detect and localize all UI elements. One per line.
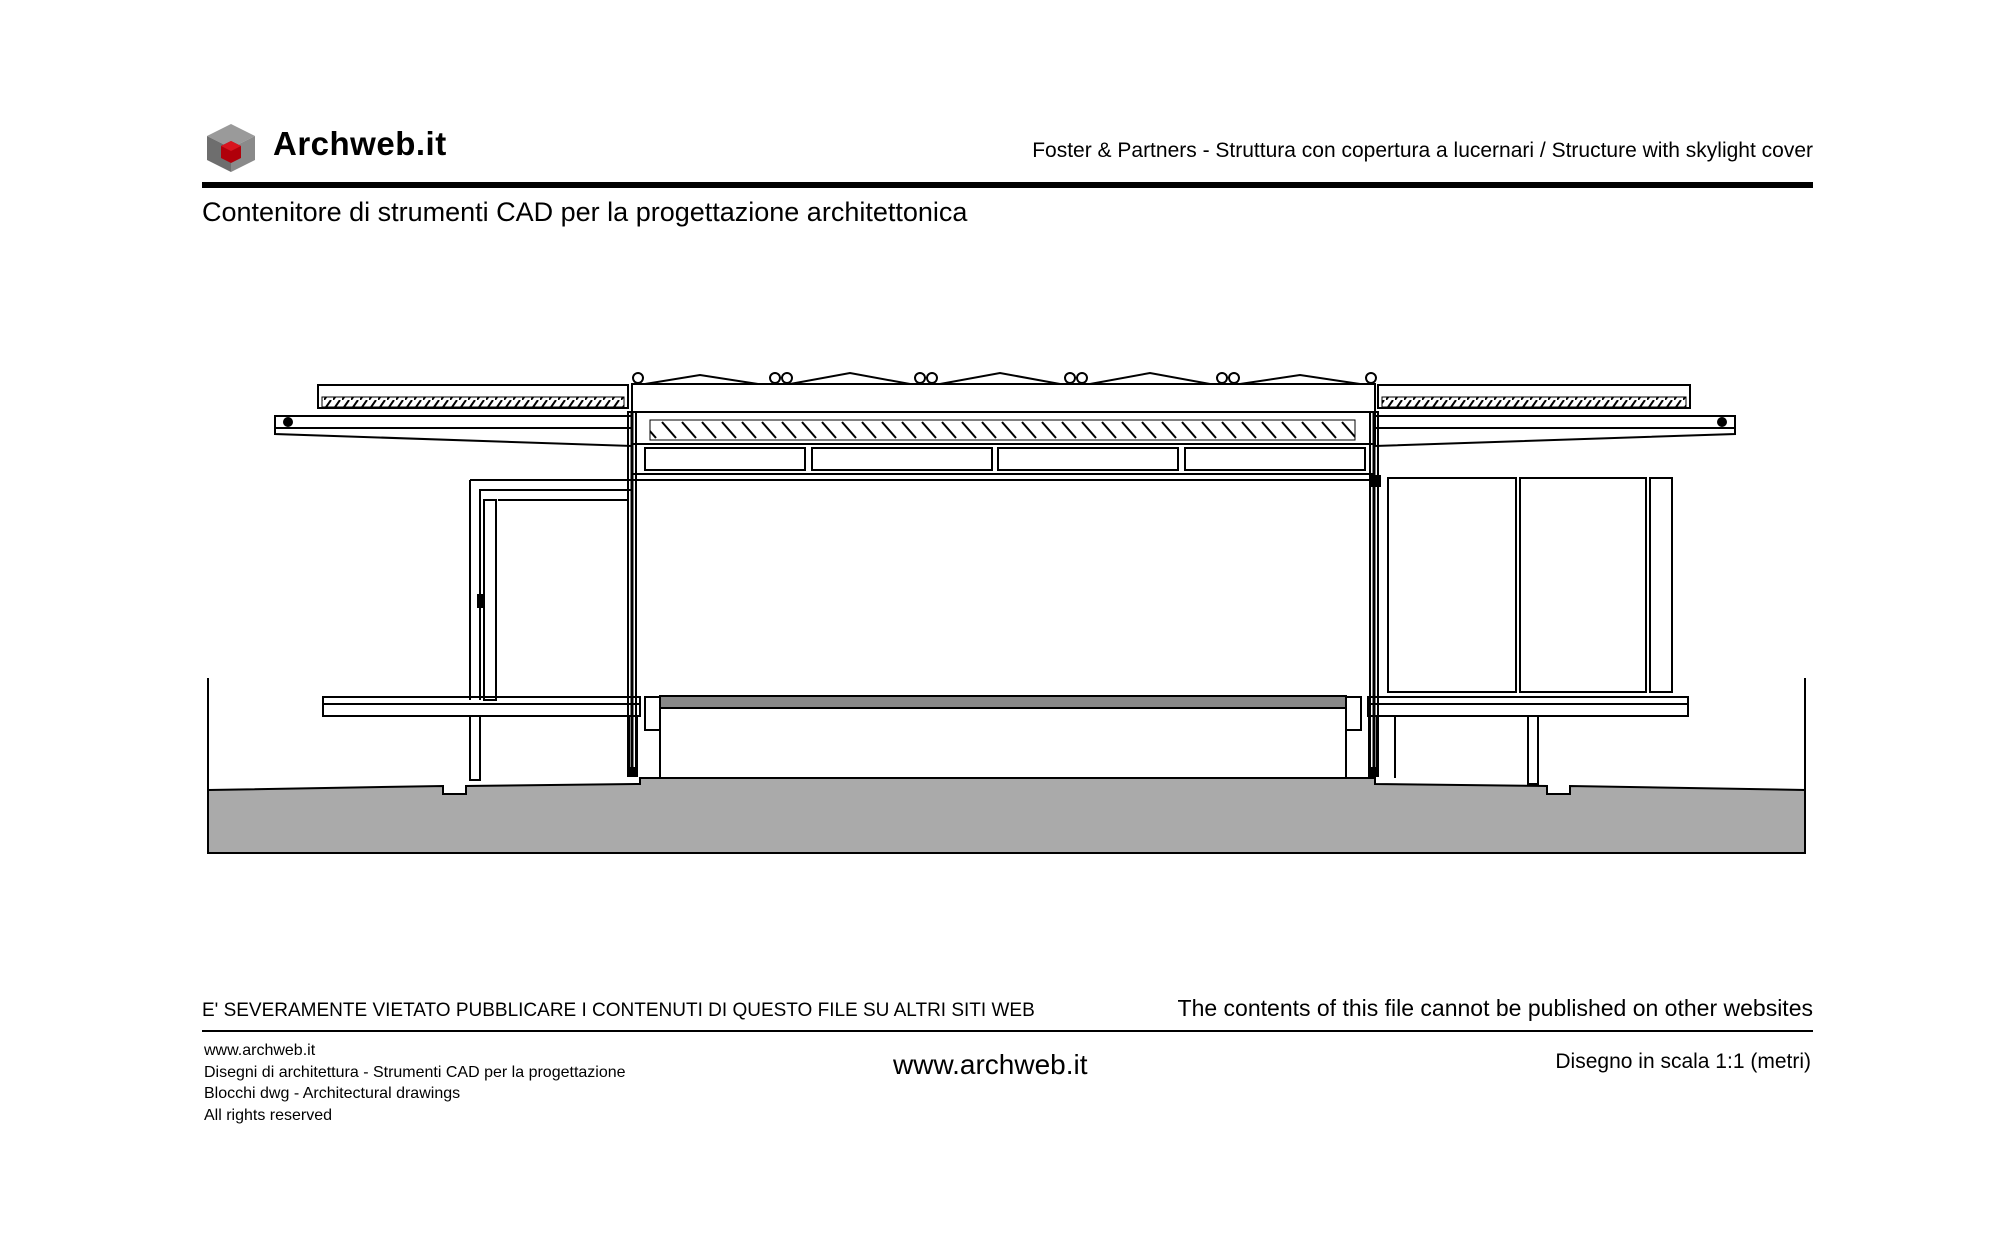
drawing-scale: Disegno in scala 1:1 (metri) [1555, 1050, 1811, 1073]
footer-credit-line: Disegni di architettura - Strumenti CAD per la progettazione [204, 1063, 626, 1081]
brand-name: Archweb.it [273, 125, 447, 162]
page-subtitle: Contenitore di strumenti CAD per la progettazione architettonica [202, 197, 968, 227]
footer-divider [202, 1030, 1813, 1032]
left-glass-enclosure [470, 480, 632, 700]
ground-fill [208, 778, 1805, 853]
footer-website-link[interactable]: www.archweb.it [893, 1049, 1088, 1080]
skylight-roof [632, 373, 1376, 480]
footer-credit-line: Blocchi dwg - Architectural drawings [204, 1085, 461, 1102]
footer-credit-line: www.archweb.it [204, 1042, 316, 1059]
right-glass-panels [1388, 478, 1672, 692]
right-canopy [1375, 385, 1735, 446]
left-canopy [275, 385, 632, 446]
drawing-title: Foster & Partners - Struttura con copertura a lucernari / Structure with skylight cover [1032, 139, 1813, 162]
footer-credit-line: All rights reserved [204, 1106, 333, 1124]
footer-credits [204, 1040, 626, 1126]
copyright-notice-it: E' SEVERAMENTE VIETATO PUBBLICARE I CONTENUTI DI QUESTO FILE SU ALTRI SITI WEB [202, 1000, 1035, 1021]
structure-columns [628, 412, 1380, 776]
copyright-notice-en: The contents of this file cannot be published on other websites [1177, 995, 1813, 1021]
floor-platform [323, 696, 1688, 784]
